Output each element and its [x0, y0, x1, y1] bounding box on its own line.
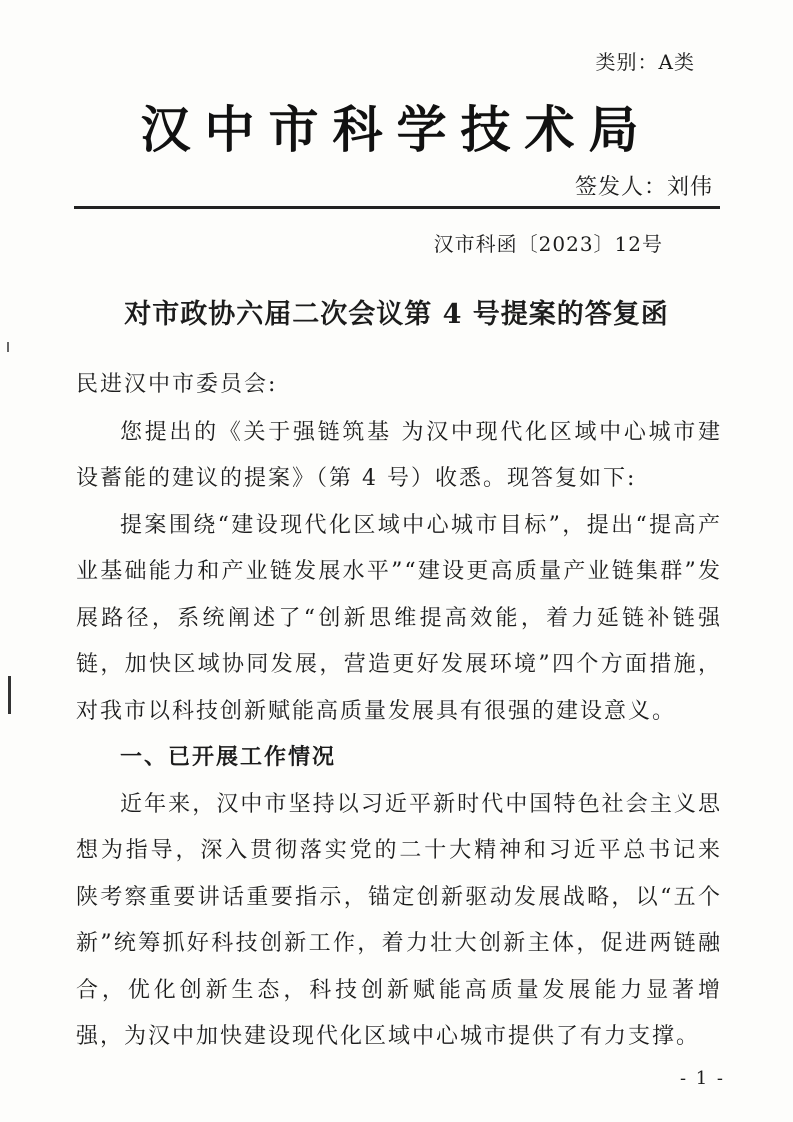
section-heading: 一、已开展工作情况	[120, 745, 337, 770]
body-paragraph: 您提出的《关于强链筑基 为汉中现代化区域中心城市建设蓄能的建议的提案》（第 4 号）收悉。现答复如下:	[76, 419, 722, 491]
document-body	[76, 362, 722, 1061]
body-paragraph: 近年来，汉中市坚持以习近平新时代中国特色社会主义思想为指导，深入贯彻落实党的二十大精神和习近平总书记来陕考察重要讲话重要指示，锚定创新驱动发展战略，以“五个新”统筹抓好科技创新工作，着力壮大创新主体，促进两链融合，优化创新生态，科技创新赋能高质量发展能力显著增强，为汉中加快建设现代化区域中心城市提供了有力支撑。	[76, 791, 722, 1049]
document-category: 类别：A类	[595, 50, 695, 74]
salutation: 民进汉中市委员会:	[76, 372, 278, 397]
signer: 签发人：刘伟	[574, 175, 713, 200]
scan-margin-mark	[8, 676, 11, 714]
body-paragraph: 提案围绕“建设现代化区域中心城市目标”，提出“提高产业基础能力和产业链发展水平”“建设更高质量产业链集群”发展路径，系统阐述了“创新思维提高效能，着力延链补链强链，加快区域协同发展，营造更好发展环境”四个方面措施，对我市以科技创新赋能高质量发展具有很强的建设意义。	[76, 512, 722, 724]
page-number: - 1 -	[679, 1068, 725, 1089]
header-divider	[74, 206, 720, 209]
document-title: 对市政协六届二次会议第 4 号提案的答复函	[124, 299, 669, 330]
scan-margin-mark	[7, 342, 9, 352]
issuing-organization-title: 汉中市科学技术局	[140, 101, 653, 159]
document-number: 汉市科函〔2023〕12号	[433, 232, 663, 256]
